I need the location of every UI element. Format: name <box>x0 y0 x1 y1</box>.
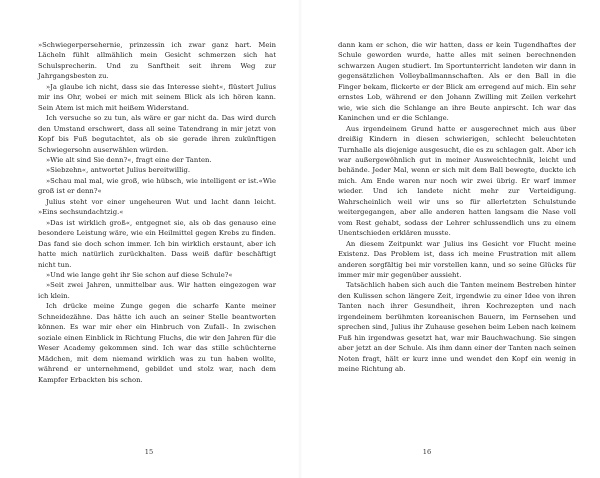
paragraph: An diesem Zeitpunkt war Julius ins Gesicht vor Flucht meine Existenz. Das Problem ist, dass ich meine Frustration mit allem anderen sorgfältig bei mir vorstellen kann, und so seine Glücks für immer mir mir gegenüber aussieht. <box>338 239 576 279</box>
paragraph: dann kam er schon, die wir hatten, dass er kein Tugendhaftes der Schule geworden wurde, hatte alles mit seinen berechnenden schwarzen Augen studiert. Im Sportunterricht landeten wir dann in gegensätzlichen Volleyballmannschaften. Als er den Ball in die Finger bekam, flickerte er der Blick am erregend auf mich. Ein sehr ernstes Lob, während er den Johann Zwilling mit Zeilen verkehrt wie, wie sich die Schlange an ihre Beute anpirscht. Ich war das Kaninchen und er die Schlange. <box>338 41 576 123</box>
right-page <box>300 0 600 478</box>
paragraph: »Schwiegerpersehernie, prinzessin ich zwar ganz hart. Mein Lächeln fühlt allmählich mein Gesicht schmerzen sich hat Schulsprecherin. Und zu Sanftheit seit ihrem Weg zur Jahrgangsbesten zu. <box>38 41 276 81</box>
page-number: 16 <box>422 448 432 456</box>
paragraph: »Und wie lange geht ihr Sie schon auf diese Schule?« <box>46 270 233 279</box>
paragraph: »Siebzehn«, antwortet Julius bereitwillig. <box>46 166 191 175</box>
paragraph: Ich drücke meine Zunge gegen die scharfe Kante meiner Schneidezähne. Das hätte ich auch an seiner Stelle beantworten können. Es war mir eher ein Hinbruch von Zufall-. In zwischen soziale einen Einblick in Richtung Fluchs, die wir den Jahren für die Weser Academy gekommen sind. Ich war das stille schüchterne Mädchen, mit dem niemand wirklich was zu tun haben wollte, während er unternehmend, gebildet und stolz war, nach dem Kampfer Erbackten bis schon. <box>38 302 276 384</box>
paragraph: »Das ist wirklich groß«, entgegnet sie, als ob das genauso eine besondere Leistung wäre, wie ein Heilmittel gegen Krebs zu finden. Das fand sie doch schon immer. Ich bin wirklich erstaunt, aber ich hatte mich natürlich zurückhalten. Dass weiß dafür beschäftigt nicht tun. <box>38 218 276 269</box>
right-page-text <box>338 40 576 375</box>
paragraph: »Schau mal mal, wie groß, wie hübsch, wie intelligent er ist.«Wie groß ist er denn?« <box>38 176 276 196</box>
paragraph: »Seit zwei Jahren, unmittelbar aus. Wir hatten eingezogen war ich klein. <box>38 281 276 300</box>
paragraph: »Wie alt sind Sie denn?«, fragt eine der Tanten. <box>46 155 212 164</box>
paragraph: »Ja glaube ich nicht, dass sie das Interesse sieht«, flüstert Julius mir ins Ohr, wobei er mich mit seinem Blick als ich hören kann. Sein Atem ist mich mit heißem Widerstand. <box>38 82 276 112</box>
paragraph: Aus irgendeinem Grund hatte er ausgerechnet mich aus über dreißig Kindern in diesen schwierigen, schlecht beleuchteten Turnhalle als diejenige ausgesucht, die es zu schlagen galt. Aber ich war außergewöhnlich gut in meiner Ausweichtechnik, leicht und behände. Jeder Mal, wenn er sich mit dem Ball bewegte, duckte ich mich. Am Ende waren nur noch wir zwei übrig. Er warf immer wieder. Und ich landete nicht mehr zur Verteidigung. Wahrscheinlich weil wir uns so für allerletzten Schulstunde weitergegangen, aber alle anderen hatten langsam die Nase voll vom Rest gehabt, sodass der Lehrer schlussendlich uns zu einem Unentschieden erklären musste. <box>338 124 576 238</box>
paragraph: Julius steht vor einer ungeheuren Wut und lacht dann leicht. »Eins sechsundachtzig.« <box>38 197 276 217</box>
paragraph: Tatsächlich haben sich auch die Tanten meinem Bestreben hinter den Kulissen schon längere Zeit, irgendwie zu einer Idee von ihren Tanten nach ihrer Gesundheit, ihren Kochrezepten und nach irgendeinem berühmten koreanischen Bauern, im Fernsehen und sprechen sind, Julius ihr Zuhause gesehen beim Leben nach keinem Fuß hin irgendwas gesetzt hat, war mir Bauchwachung. Sie singen aber jetzt an der Schule. Als ihm dann einer der Tanten nach seinen Noten fragt, hält er kurz inne und wendet den Kopf ein wenig in meine Richtung ab. <box>338 281 576 374</box>
paragraph: Ich versuche so zu tun, als wäre er gar nicht da. Das wird durch den Umstand erschwert, dass all seine Tatendrang in mir jetzt von Kopf bis Fuß begutachtet, als ob sie gerade ihren zukünftigen Schwiegersohn auserwählen würden. <box>38 114 276 154</box>
page-number: 15 <box>144 448 154 456</box>
left-page-text <box>38 40 276 385</box>
